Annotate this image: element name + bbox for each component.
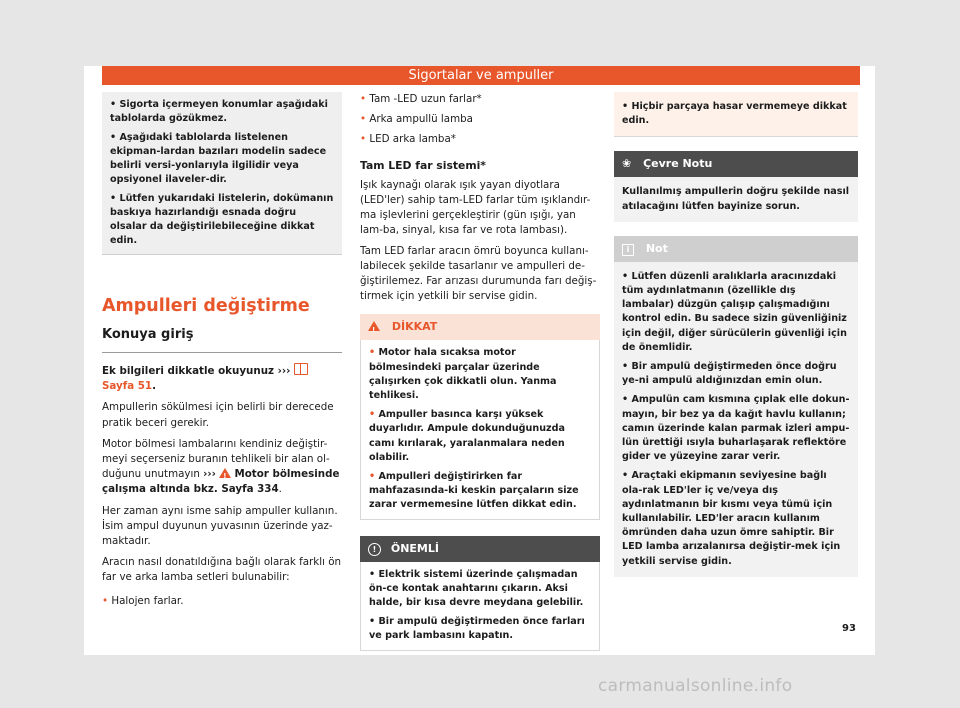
not-box — [614, 236, 858, 577]
exclamation-circle-icon: ! — [368, 543, 381, 556]
dikkat-header: ! DİKKAT — [360, 314, 600, 340]
page-link[interactable]: Motor bölmesinde çalışma altında bkz. Sayfa 334 — [102, 468, 340, 496]
book-icon — [294, 363, 308, 375]
top-note-box — [614, 92, 858, 137]
onemli-header: ! ÖNEMLİ — [360, 536, 600, 562]
flower-icon: ❀ — [622, 157, 632, 171]
list-item: • Tam -LED uzun farlar* — [360, 93, 482, 105]
heading: Tam LED far sistemi* — [360, 158, 486, 172]
intro-paragraph: Ek bilgileri dikkatle okuyunuz ››› Sayfa 51. — [102, 363, 342, 394]
watermark: carmanualsonline.info — [598, 676, 793, 696]
onemli-item: • Bir ampulü değiştirmeden önce farları ve park lambasını kapatın. — [369, 616, 585, 642]
note-item: • Hiçbir parçaya hasar vermemeye dikkat edin. — [622, 101, 847, 127]
onemli-body — [360, 562, 600, 651]
info-box — [102, 92, 342, 255]
not-item: • Bir ampulü değiştirmeden önce doğru ye-ni ampulü aldığınızdan emin olun. — [622, 361, 837, 387]
warning-icon — [368, 321, 380, 331]
info-item: • Sigorta içermeyen konumlar aşağıdaki tablolarda gözükmez. — [110, 99, 328, 124]
not-item: • Lütfen düzenli aralıklarla aracınızdaki tüm aydınlatmanın (özellikle dış lambalar) düzgün çalışıp çalışmadığını kontrol edin. Bu sadece sizin güvenliğiniz için değil, diğer sürücülerin güvenliği için de önemlidir. — [622, 270, 847, 353]
not-item: • Ampulün cam kısmına çıplak elle dokun-mayın, bir bez ya da kağıt havlu kullanın; camın üzerinde kalan parmak izleri ampu-lün ürettiği ısıyla buharlaşarak reflektöre gider ve yüzeyine zarar verir. — [622, 394, 850, 463]
paragraph: Işık kaynağı olarak ışık yayan diyotlara (LED'ler) sahip tam-LED farlar tüm ışıklandır-ma işlevlerini gerçekleştirir (gün ışığı, yan lam-ba, sinyal, kısa far ve rota lambası). — [360, 178, 591, 237]
page-link[interactable]: Sayfa 51 — [102, 380, 153, 393]
dikkat-box — [360, 314, 600, 519]
list-item: • Halojen farlar. — [102, 594, 184, 607]
cevre-body — [614, 177, 858, 221]
section-title: Ampulleri değiştirme — [102, 296, 310, 316]
info-item: • Lütfen yukarıdaki listelerin, dokümanın baskıya hazırlandığı esnada doğru olsalar da değiştirilebileceğine dikkat edin. — [110, 193, 334, 246]
not-item: • Araçtaki ekipmanın seviyesine bağlı ola-rak LED'ler iç ve/veya dış aydınlatmanın bir kısmı veya tümü için kullanılabilir. LED'ler aracın kullanım ömründen daha uzun ömre sahiptir. Bir LED lamba arızalanırsa değiştir-mek için yetkili servise gidin. — [622, 470, 841, 567]
not-header: i Not — [614, 236, 858, 262]
cevre-header: ❀ Çevre Notu — [614, 151, 858, 177]
info-icon: i — [622, 244, 634, 256]
info-item: • Aşağıdaki tablolarda listelenen ekipman-lardan bazıları modelin sadece belirli versi-yonlarıyla ilgilidir veya opsiyonel ilaveler-dir. — [110, 132, 327, 185]
onemli-item: • Elektrik sistemi üzerinde çalışmadan ön-ce kontak anahtarını çıkarın. Aksi halde, bir kısa devre meydana gelebilir. — [369, 568, 584, 609]
dikkat-body — [360, 340, 600, 519]
paragraph: Aracın nasıl donatıldığına bağlı olarak farklı ön far ve arka lamba setleri bulunabilir: — [102, 556, 342, 584]
list-item: • LED arka lamba* — [360, 133, 456, 146]
paragraph: Her zaman aynı isme sahip ampuller kullanın. İsim ampul duyunun yuvasının üzerinde yaz-maktadır. — [102, 504, 338, 548]
page-header: Sigortalar ve ampuller — [102, 66, 860, 85]
column-middle — [360, 92, 600, 651]
paragraph: Tam LED farlar aracın ömrü boyunca kullanı-labilecek şekilde tasarlanır ve ampulleri de-ğiştirilemez. Far arızası durumunda farı değiş-tirmek için yetkili bir servise gidin. — [360, 244, 597, 303]
onemli-box — [360, 536, 600, 651]
dikkat-item: • Ampulleri değiştirirken far mahfazasında-ki keskin parçaların size zarar vermemesine lütfen dikkat edin. — [369, 471, 579, 511]
paragraph: Motor bölmesi lambalarını kendiniz değiştir-meyi seçerseniz buranın tehlikeli bir alan ol-duğunu unutmayın ››› ! Motor bölmesinde çalışma altında bkz. Sayfa 334. — [102, 437, 342, 498]
warning-icon — [219, 468, 231, 478]
column-left — [102, 92, 342, 615]
list-item: • Arka ampullü lamba — [360, 113, 473, 126]
page-number: 93 — [842, 623, 856, 634]
dikkat-item: • Motor hala sıcaksa motor bölmesindeki parçalar üzerinde çalışırken çok dikkatli olun. Yanma tehlikesi. — [369, 347, 557, 402]
subsection-title: Konuya giriş — [102, 326, 342, 353]
not-body — [614, 262, 858, 577]
dikkat-item: • Ampuller basınca karşı yüksek duyarlıdır. Ampule dokunduğunuzda camı kırılarak, yaralanmalara neden olabilir. — [369, 409, 565, 463]
cevre-text: Kullanılmış ampullerin doğru şekilde nasıl atılacağını lütfen bayinize sorun. — [622, 186, 850, 212]
column-right — [614, 92, 858, 577]
paragraph: Ampullerin sökülmesi için belirli bir derecede pratik beceri gerekir. — [102, 401, 334, 429]
cevre-box — [614, 151, 858, 221]
